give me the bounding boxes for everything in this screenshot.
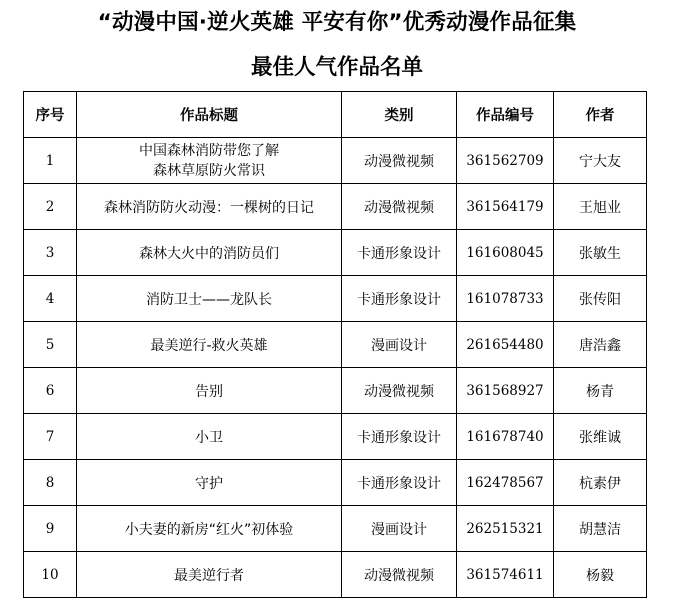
cell-author: 杨青 — [554, 368, 647, 414]
cell-category: 漫画设计 — [342, 506, 457, 552]
cell-number: 361568927 — [457, 368, 554, 414]
cell-number: 161608045 — [457, 230, 554, 276]
cell-category: 动漫微视频 — [342, 552, 457, 598]
cell-category: 漫画设计 — [342, 322, 457, 368]
cell-title-line: 森林草原防火常识 — [153, 162, 265, 179]
cell-author: 杭素伊 — [554, 460, 647, 506]
cell-author: 宁大友 — [554, 138, 647, 184]
table-row — [24, 552, 647, 598]
table-row — [24, 460, 647, 506]
cell-author: 杨毅 — [554, 552, 647, 598]
cell-index: 2 — [24, 184, 77, 230]
cell-title-line: 最美逆行者 — [174, 567, 244, 584]
table-body — [24, 138, 647, 598]
cell-author: 胡慧洁 — [554, 506, 647, 552]
cell-category: 卡通形象设计 — [342, 460, 457, 506]
cell-title — [77, 414, 342, 460]
cell-category: 动漫微视频 — [342, 368, 457, 414]
cell-number: 262515321 — [457, 506, 554, 552]
cell-title-line: 小夫妻的新房“红火”初体验 — [124, 521, 294, 538]
table-row — [24, 138, 647, 184]
table-row — [24, 322, 647, 368]
cell-title — [77, 506, 342, 552]
cell-title-line: 守护 — [195, 475, 223, 492]
cell-title-line: 森林消防防火动漫：一棵树的日记 — [104, 199, 314, 216]
cell-index: 5 — [24, 322, 77, 368]
header-index: 序号 — [24, 92, 77, 138]
cell-author: 王旭业 — [554, 184, 647, 230]
cell-index: 8 — [24, 460, 77, 506]
header-number: 作品编号 — [457, 92, 554, 138]
cell-index: 4 — [24, 276, 77, 322]
cell-author: 张传阳 — [554, 276, 647, 322]
document-subtitle: 最佳人气作品名单 — [250, 55, 423, 80]
cell-author: 张敏生 — [554, 230, 647, 276]
document-title: “动漫中国·逆火英雄 平安有你”优秀动漫作品征集 — [97, 10, 577, 35]
cell-title — [77, 460, 342, 506]
cell-title — [77, 552, 342, 598]
table-row — [24, 230, 647, 276]
cell-number: 161078733 — [457, 276, 554, 322]
cell-number: 361562709 — [457, 138, 554, 184]
cell-title — [77, 276, 342, 322]
cell-title-line: 中国森林消防带您了解 — [139, 142, 279, 159]
winners-table — [23, 91, 647, 598]
cell-title — [77, 184, 342, 230]
cell-author: 张维诚 — [554, 414, 647, 460]
cell-title-line: 消防卫士——龙队长 — [146, 291, 272, 308]
cell-number: 161678740 — [457, 414, 554, 460]
cell-category: 动漫微视频 — [342, 138, 457, 184]
cell-title — [77, 322, 342, 368]
cell-title-line: 告别 — [195, 383, 223, 400]
cell-author: 唐浩鑫 — [554, 322, 647, 368]
table-row — [24, 184, 647, 230]
cell-index: 10 — [24, 552, 77, 598]
table-row — [24, 506, 647, 552]
header-title: 作品标题 — [77, 92, 342, 138]
cell-category: 卡通形象设计 — [342, 276, 457, 322]
cell-title-line: 森林大火中的消防员们 — [139, 245, 279, 262]
table-row — [24, 414, 647, 460]
cell-index: 3 — [24, 230, 77, 276]
cell-title — [77, 230, 342, 276]
cell-category: 卡通形象设计 — [342, 414, 457, 460]
table-row — [24, 276, 647, 322]
cell-number: 361564179 — [457, 184, 554, 230]
cell-title — [77, 368, 342, 414]
header-category: 类别 — [342, 92, 457, 138]
cell-title — [77, 138, 342, 184]
cell-index: 6 — [24, 368, 77, 414]
cell-number: 261654480 — [457, 322, 554, 368]
cell-title-line: 小卫 — [195, 429, 223, 446]
cell-number: 162478567 — [457, 460, 554, 506]
cell-index: 9 — [24, 506, 77, 552]
cell-number: 361574611 — [457, 552, 554, 598]
table-row — [24, 368, 647, 414]
cell-index: 1 — [24, 138, 77, 184]
header-author: 作者 — [554, 92, 647, 138]
table-header-row — [24, 92, 647, 138]
cell-category: 卡通形象设计 — [342, 230, 457, 276]
cell-category: 动漫微视频 — [342, 184, 457, 230]
cell-index: 7 — [24, 414, 77, 460]
cell-title-line: 最美逆行-救火英雄 — [150, 337, 268, 354]
